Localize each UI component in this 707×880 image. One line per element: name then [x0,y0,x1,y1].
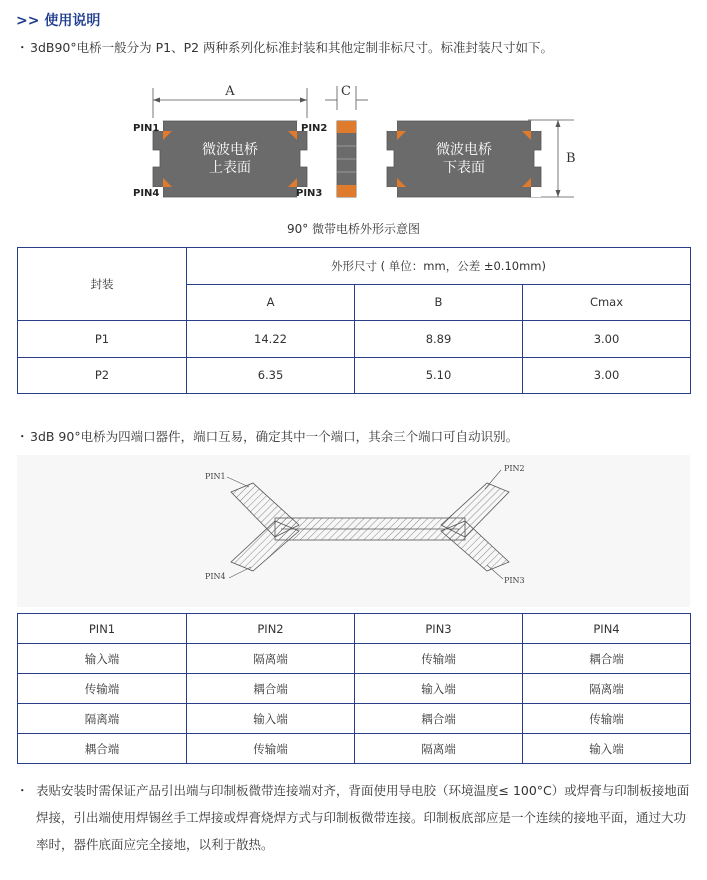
table-header-row [18,614,691,644]
header-dimensions: 外形尺寸 ( 单位：mm，公差 ±0.10mm) [187,248,691,285]
dim-c-label: C [341,84,351,99]
dim-a-label: A [225,84,235,99]
table-cell: 输入端 [187,704,355,734]
dimension-table [17,247,691,394]
table-row [18,357,691,394]
table-cell: 传输端 [355,644,523,674]
cell-a: 6.35 [187,357,355,394]
table-cell: 隔离端 [355,734,523,764]
top-surface-line1: 微波电桥 [202,142,258,158]
table-cell: 耦合端 [355,704,523,734]
fig1-pin2-label: PIN2 [301,123,328,134]
header-col-c: Cmax [523,284,691,321]
header-pin2: PIN2 [187,614,355,644]
cell-a: 14.22 [187,321,355,358]
table-row [18,644,691,674]
cell-package: P1 [18,321,187,358]
side-view [337,121,356,197]
cell-c: 3.00 [523,321,691,358]
header-col-b: B [355,284,523,321]
table-cell: 耦合端 [523,644,691,674]
table-cell: 隔离端 [187,644,355,674]
table-cell: 传输端 [187,734,355,764]
table-cell: 输入端 [355,674,523,704]
section-title: >> 使用说明 [16,13,101,29]
header-package: 封装 [18,248,187,321]
cell-b: 8.89 [355,321,523,358]
dim-b-label: B [566,151,576,166]
coupler-diagram [17,455,690,607]
table-row [18,704,691,734]
table-cell: 耦合端 [18,734,187,764]
top-surface-line2: 上表面 [209,160,251,176]
pin-function-table [17,613,691,764]
fig2-pin3-label: PIN3 [504,576,525,585]
table-row [18,734,691,764]
table-cell: 隔离端 [523,674,691,704]
cell-package: P2 [18,357,187,394]
table-cell: 传输端 [18,674,187,704]
bullet-marker: ・ [16,40,29,55]
table-row [18,321,691,358]
cell-b: 5.10 [355,357,523,394]
table-row [18,674,691,704]
mounting-note-text: 表贴安装时需保证产品引出端与印制板微带连接端对齐，背面使用导电胶（环境温度≤ 100°C）或焊膏与印制板接地面焊接，引出端使用焊锡丝手工焊接或焊膏烧焊方式与印制板微带连接。印制板底部应是一个连续的接地平面，通过大功率时，器件底面应完全接地，以利于散热。 [36,783,690,852]
bullet-marker: ・ [16,783,29,798]
fig1-pin3-label: PIN3 [296,188,323,199]
bottom-surface-line1: 微波电桥 [436,142,492,158]
table-header-row [18,248,691,285]
intro-paragraph [16,38,553,56]
header-pin1: PIN1 [18,614,187,644]
bullet-marker: ・ [16,429,29,444]
header-pin3: PIN3 [355,614,523,644]
port-paragraph [16,427,518,445]
fig1-pin4-label: PIN4 [133,188,160,199]
mounting-note [16,777,696,858]
port-text: 3dB 90°电桥为四端口器件，端口互易，确定其中一个端口，其余三个端口可自动识别。 [30,429,519,444]
bottom-surface-line2: 下表面 [443,160,485,176]
intro-text: 3dB90°电桥一般分为 P1、P2 两种系列化标准封装和其他定制非标尺寸。标准封装尺寸如下。 [30,40,554,55]
header-pin4: PIN4 [523,614,691,644]
top-surface-body [153,121,307,197]
table-cell: 输入端 [18,644,187,674]
fig2-pin4-label: PIN4 [205,572,226,581]
table-cell: 传输端 [523,704,691,734]
dimension-a [153,84,307,118]
dimension-c [325,84,368,110]
table-cell: 耦合端 [187,674,355,704]
cell-c: 3.00 [523,357,691,394]
table-cell: 隔离端 [18,704,187,734]
table-cell: 输入端 [523,734,691,764]
bottom-surface-body [387,121,541,197]
figure1-caption: 90° 微带电桥外形示意图 [286,222,421,236]
fig2-pin2-label: PIN2 [504,464,525,473]
package-outline-figure [0,70,707,210]
fig2-pin1-label: PIN1 [205,472,226,481]
fig1-pin1-label: PIN1 [133,123,160,134]
header-col-a: A [187,284,355,321]
